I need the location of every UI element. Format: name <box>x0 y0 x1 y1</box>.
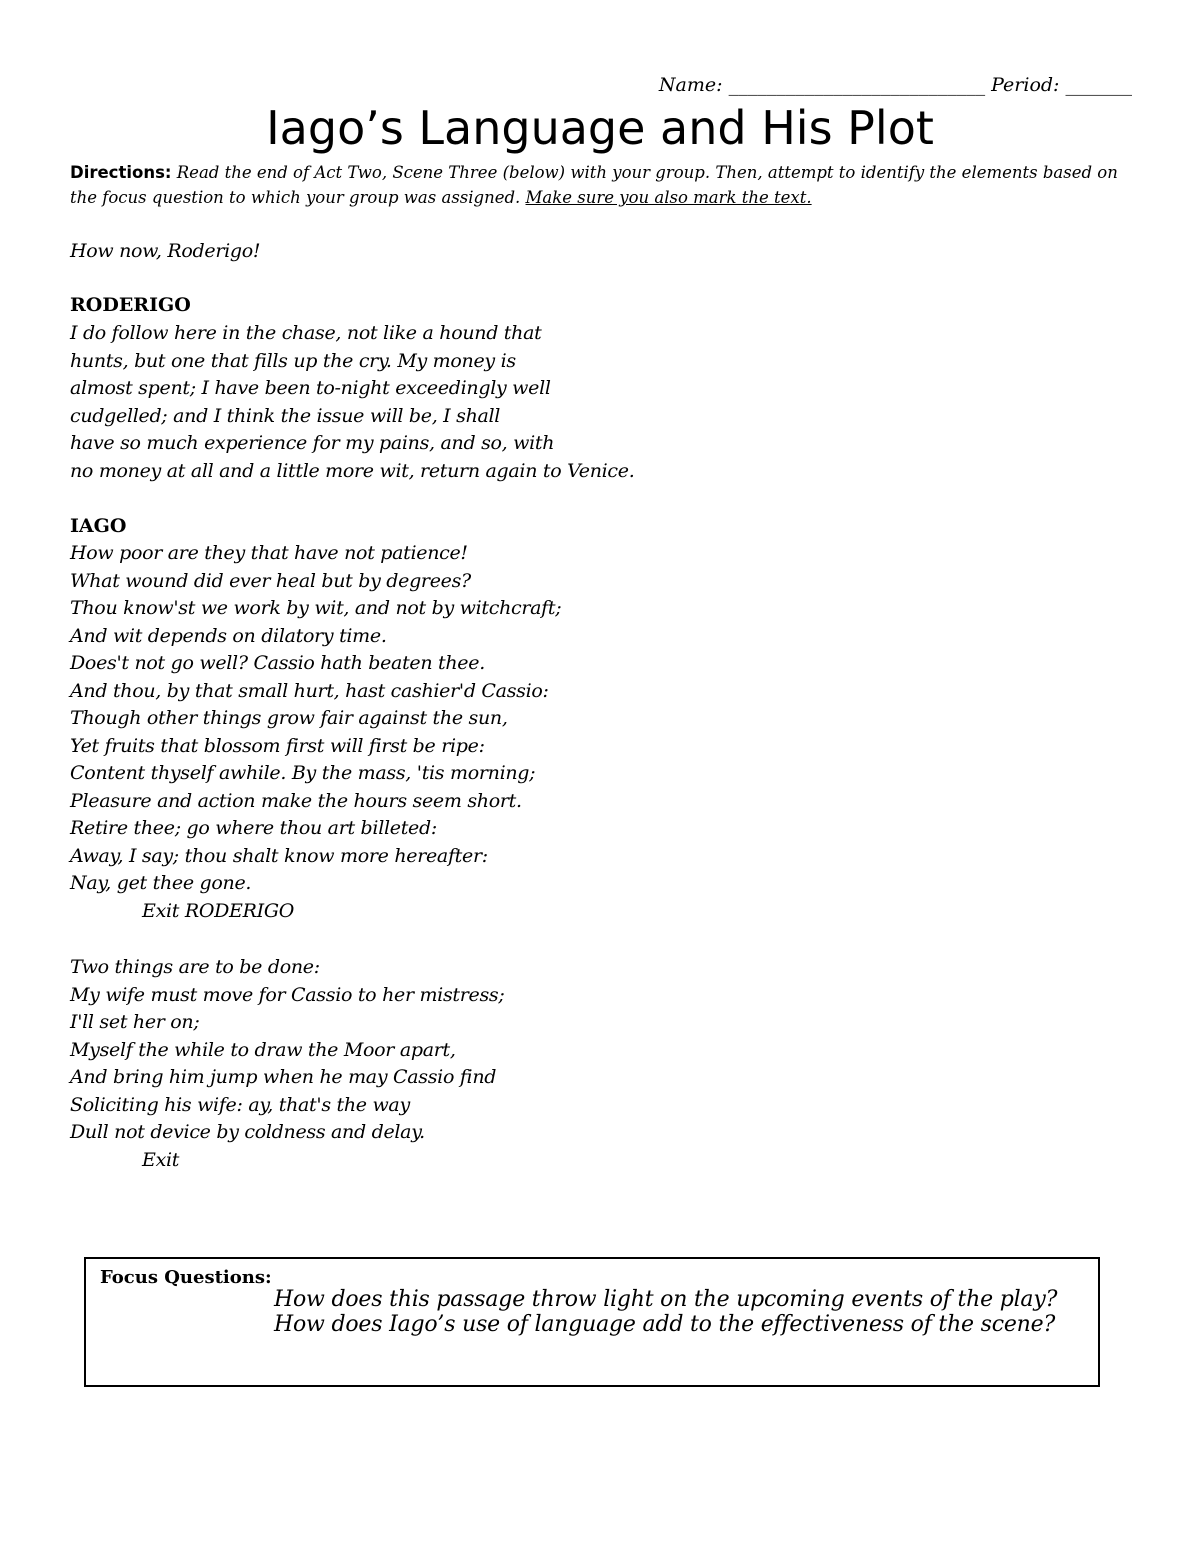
verse-line: I'll set her on; <box>70 1011 200 1033</box>
focus-questions-box <box>84 1257 1100 1387</box>
iago-speech <box>70 540 1070 925</box>
focus-question: How does Iago’s use of language add to the effectiveness of the scene? <box>274 1312 1056 1337</box>
speaker-iago: IAGO <box>70 515 127 537</box>
verse-line: Away, I say; thou shalt know more hereafter: <box>70 844 488 867</box>
verse-line: Myself the while to draw the Moor apart, <box>70 1038 456 1061</box>
focus-question: How does this passage throw light on the upcoming events of the play? <box>274 1287 1058 1312</box>
verse-line: have so much experience for my pains, and so, with <box>70 432 555 454</box>
verse-line: Does't not go well? Cassio hath beaten thee. <box>70 652 485 674</box>
verse-line: Soliciting his wife: ay, that's the way <box>70 1093 410 1116</box>
opening-line-block <box>70 238 1070 266</box>
verse-line: cudgelled; and I think the issue will be, I shall <box>70 404 501 427</box>
verse-line: Yet fruits that blossom first will first be ripe: <box>70 734 485 757</box>
verse-line: hunts, but one that fills up the cry. My money is <box>70 349 516 372</box>
stage-direction: Exit <box>142 1148 180 1171</box>
directions-lead: Directions: <box>70 163 172 182</box>
verse-line: Content thyself awhile. By the mass, 'tis morning; <box>70 762 536 784</box>
verse-line: no money at all and a little more wit, return again to Venice. <box>70 459 635 482</box>
verse-line: What wound did ever heal but by degrees? <box>70 569 471 592</box>
name-period-line: Name: ___________________________ Period: _______ <box>658 74 1132 96</box>
directions-underlined: Make sure you also mark the text. <box>525 188 812 207</box>
verse-line: Nay, get thee gone. <box>70 872 252 894</box>
directions <box>70 160 1140 210</box>
page-title: Iago’s Language and His Plot <box>266 101 934 155</box>
focus-questions-list <box>274 1287 1057 1337</box>
verse-line: And wit depends on dilatory time. <box>70 624 387 647</box>
verse-line: And thou, by that small hurt, hast cashier'd Cassio: <box>70 679 549 702</box>
speaker-roderigo: RODERIGO <box>70 294 191 316</box>
verse-line: almost spent; I have been to-night exceedingly well <box>70 377 551 399</box>
verse-line: And bring him jump when he may Cassio find <box>70 1066 497 1088</box>
roderigo-speech <box>70 320 1070 485</box>
verse-line: Dull not device by coldness and delay. <box>70 1121 425 1143</box>
soliloquy <box>70 954 1070 1174</box>
opening-line: How now, Roderigo! <box>70 240 261 262</box>
verse-line: My wife must move for Cassio to her mistress; <box>70 983 505 1006</box>
verse-line: Thou know'st we work by wit, and not by witchcraft; <box>70 597 562 619</box>
verse-line: How poor are they that have not patience! <box>70 542 468 564</box>
verse-line: Retire thee; go where thou art billeted: <box>70 817 437 839</box>
verse-line: Two things are to be done: <box>70 956 320 978</box>
directions-text: Read the end of Act Two, Scene Three (below) with your group. Then, attempt to identify the elements based on the focus question to which your group was assigned. <box>70 163 1118 207</box>
verse-line: Pleasure and action make the hours seem short. <box>70 789 522 812</box>
focus-questions-label: Focus Questions: <box>100 1267 272 1288</box>
verse-line: I do follow here in the chase, not like a hound that <box>70 322 542 344</box>
stage-direction: Exit RODERIGO <box>142 899 294 922</box>
verse-line: Though other things grow fair against the sun, <box>70 707 508 729</box>
